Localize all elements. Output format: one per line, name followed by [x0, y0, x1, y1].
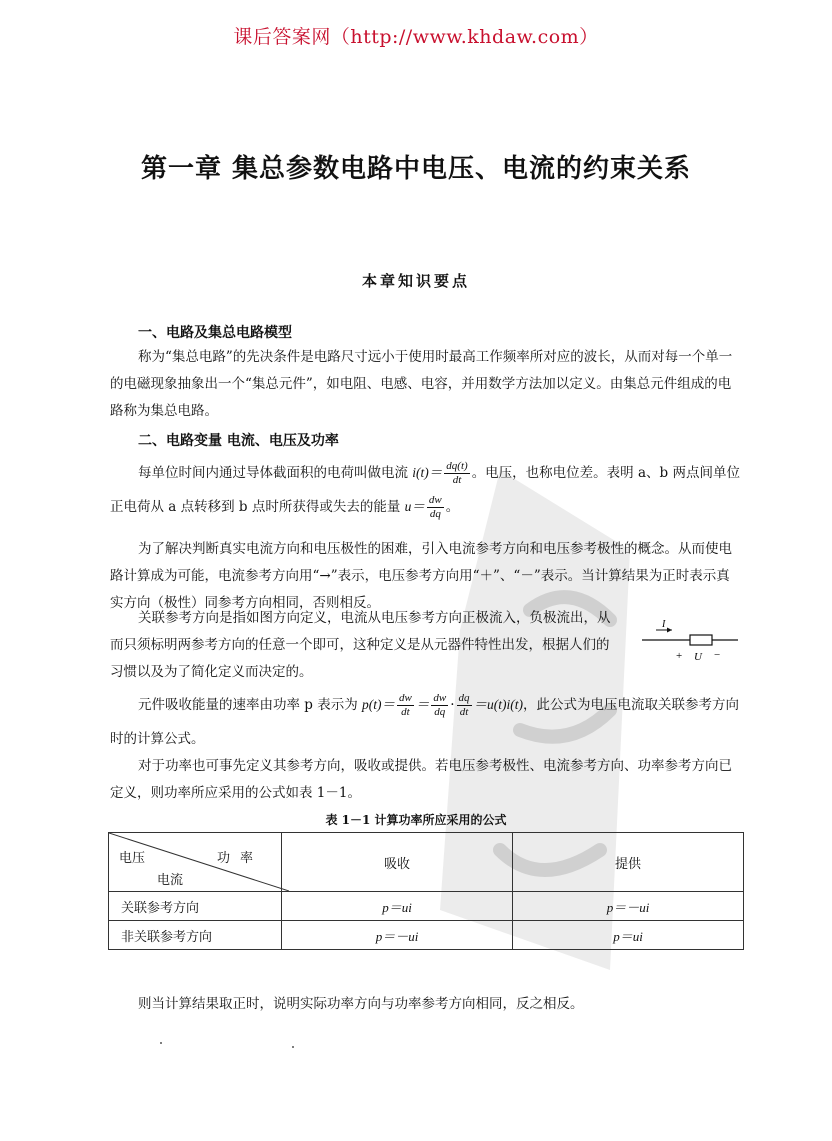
header-link[interactable]: 课后答案网（http://www.khdaw.com）	[233, 26, 599, 48]
text-current-def: 每单位时间内通过导体截面积的电荷叫做电流	[138, 465, 408, 481]
reference-direction-figure	[634, 618, 744, 666]
scan-speck	[160, 1042, 162, 1044]
fraction-dq-dt-2	[457, 692, 472, 719]
label-voltage: U	[694, 651, 702, 663]
text-power-def: 元件吸收能量的速率由功率 p 表示为	[138, 697, 358, 713]
eq-dot: ·	[450, 697, 455, 713]
frac-den: dt	[401, 706, 410, 718]
cell-supply: p＝－ui	[513, 892, 744, 921]
text-power-formula-note: ，此公式为电压电流取关联参考方向时的计算公式。	[110, 697, 740, 747]
column-header-absorb: 吸收	[282, 833, 513, 892]
cell-absorb: p＝－ui	[282, 921, 513, 950]
frac-num: dw	[399, 692, 412, 704]
eq-power-rhs: ＝u(t)i(t)	[473, 697, 524, 712]
cell-absorb: p＝ui	[282, 892, 513, 921]
eq-voltage-lhs: u＝	[404, 499, 425, 514]
frac-den: dq	[434, 706, 446, 718]
paragraph-associated-reference	[110, 605, 620, 686]
frac-num: dq	[458, 692, 470, 704]
label-minus: −	[714, 649, 721, 661]
column-header-supply: 提供	[513, 833, 744, 892]
paragraph-associated-reference-text: 关联参考方向是指如图方向定义，电流从电压参考方向正极流入，负极流出，从而只须标明两参考方向的任意一个即可，这种定义是从元器件特性出发，根据人们的习惯以及为了简化定义而决定的。	[110, 610, 611, 680]
frac-num: dw	[433, 692, 447, 704]
fraction-dw-dq	[427, 494, 444, 521]
paragraph-power	[110, 688, 740, 756]
section-heading: 本章知识要点	[361, 272, 470, 290]
label-current: I	[662, 619, 666, 630]
fraction-dq-dt	[444, 460, 469, 487]
frac-den: dq	[429, 508, 441, 520]
corner-current-label: 电流	[157, 873, 184, 888]
row-label: 关联参考方向	[109, 892, 282, 921]
heading-circuit-variables: 二、电路变量 电流、电压及功率	[138, 433, 339, 449]
table-row	[109, 892, 744, 921]
label-plus: +	[676, 650, 683, 662]
frac-den: dt	[459, 706, 469, 718]
power-formula-table	[108, 832, 744, 950]
paragraph-power-reference	[110, 753, 740, 807]
row-label: 非关联参考方向	[109, 921, 282, 950]
frac-num: dw	[428, 494, 442, 506]
text-period: 。	[445, 499, 460, 515]
table-header-row	[109, 833, 744, 892]
table-caption: 表 1－1 计算功率所应采用的公式	[325, 813, 507, 827]
text-voltage-def: 。电压，也称电位差。表明 a、b 两点间单位正电荷从 a 点转移到 b 点时所获得或失去的能量	[110, 465, 740, 515]
paragraph-current-voltage	[110, 456, 740, 524]
table-corner-cell	[109, 833, 282, 892]
corner-voltage-label: 电压	[119, 851, 146, 866]
closing-paragraph: 则当计算结果取正时，说明实际功率方向与功率参考方向相同，反之相反。	[138, 996, 584, 1012]
paragraph-lumped-circuit-text: 称为“集总电路”的先决条件是电路尺寸远小于使用时最高工作频率所对应的波长，从而对每一个单一的电磁现象抽象出一个“集总元件”，如电阻、电感、电容，并用数学方法加以定义。由集总元件组成的电路称为集总电路。	[110, 349, 733, 419]
chapter-title: 第一章 集总参数电路中电压、电流的约束关系	[140, 154, 692, 184]
eq-equals: ＝	[415, 697, 430, 712]
paragraph-reference-direction-text: 为了解决判断真实电流方向和电压极性的困难，引入电流参考方向和电压参考极性的概念。从而使电路计算成为可能，电流参考方向用“→”表示，电压参考方向用“＋”、“－”表示。当计算结果为正时表示真实方向（极性）同参考方向相同，否则相反。	[110, 541, 732, 611]
frac-num: dq(t)	[446, 460, 468, 472]
eq-current-lhs: i(t)＝	[412, 465, 443, 480]
scan-speck	[292, 1046, 294, 1048]
paragraph-lumped-circuit	[110, 344, 740, 425]
fraction-dw-dt	[397, 692, 414, 719]
corner-power-label: 功率	[216, 851, 263, 866]
table-row	[109, 921, 744, 950]
frac-den: dt	[452, 474, 462, 486]
cell-supply: p＝ui	[513, 921, 744, 950]
heading-circuit-model: 一、电路及集总电路模型	[138, 325, 292, 341]
fraction-dw-dq-2	[431, 692, 448, 719]
eq-power-lhs: p(t)＝	[362, 697, 396, 712]
paragraph-power-reference-text: 对于功率也可事先定义其参考方向，吸收或提供。若电压参考极性、电流参考方向、功率参考方向已定义，则功率所应采用的公式如表 1－1。	[110, 758, 732, 801]
